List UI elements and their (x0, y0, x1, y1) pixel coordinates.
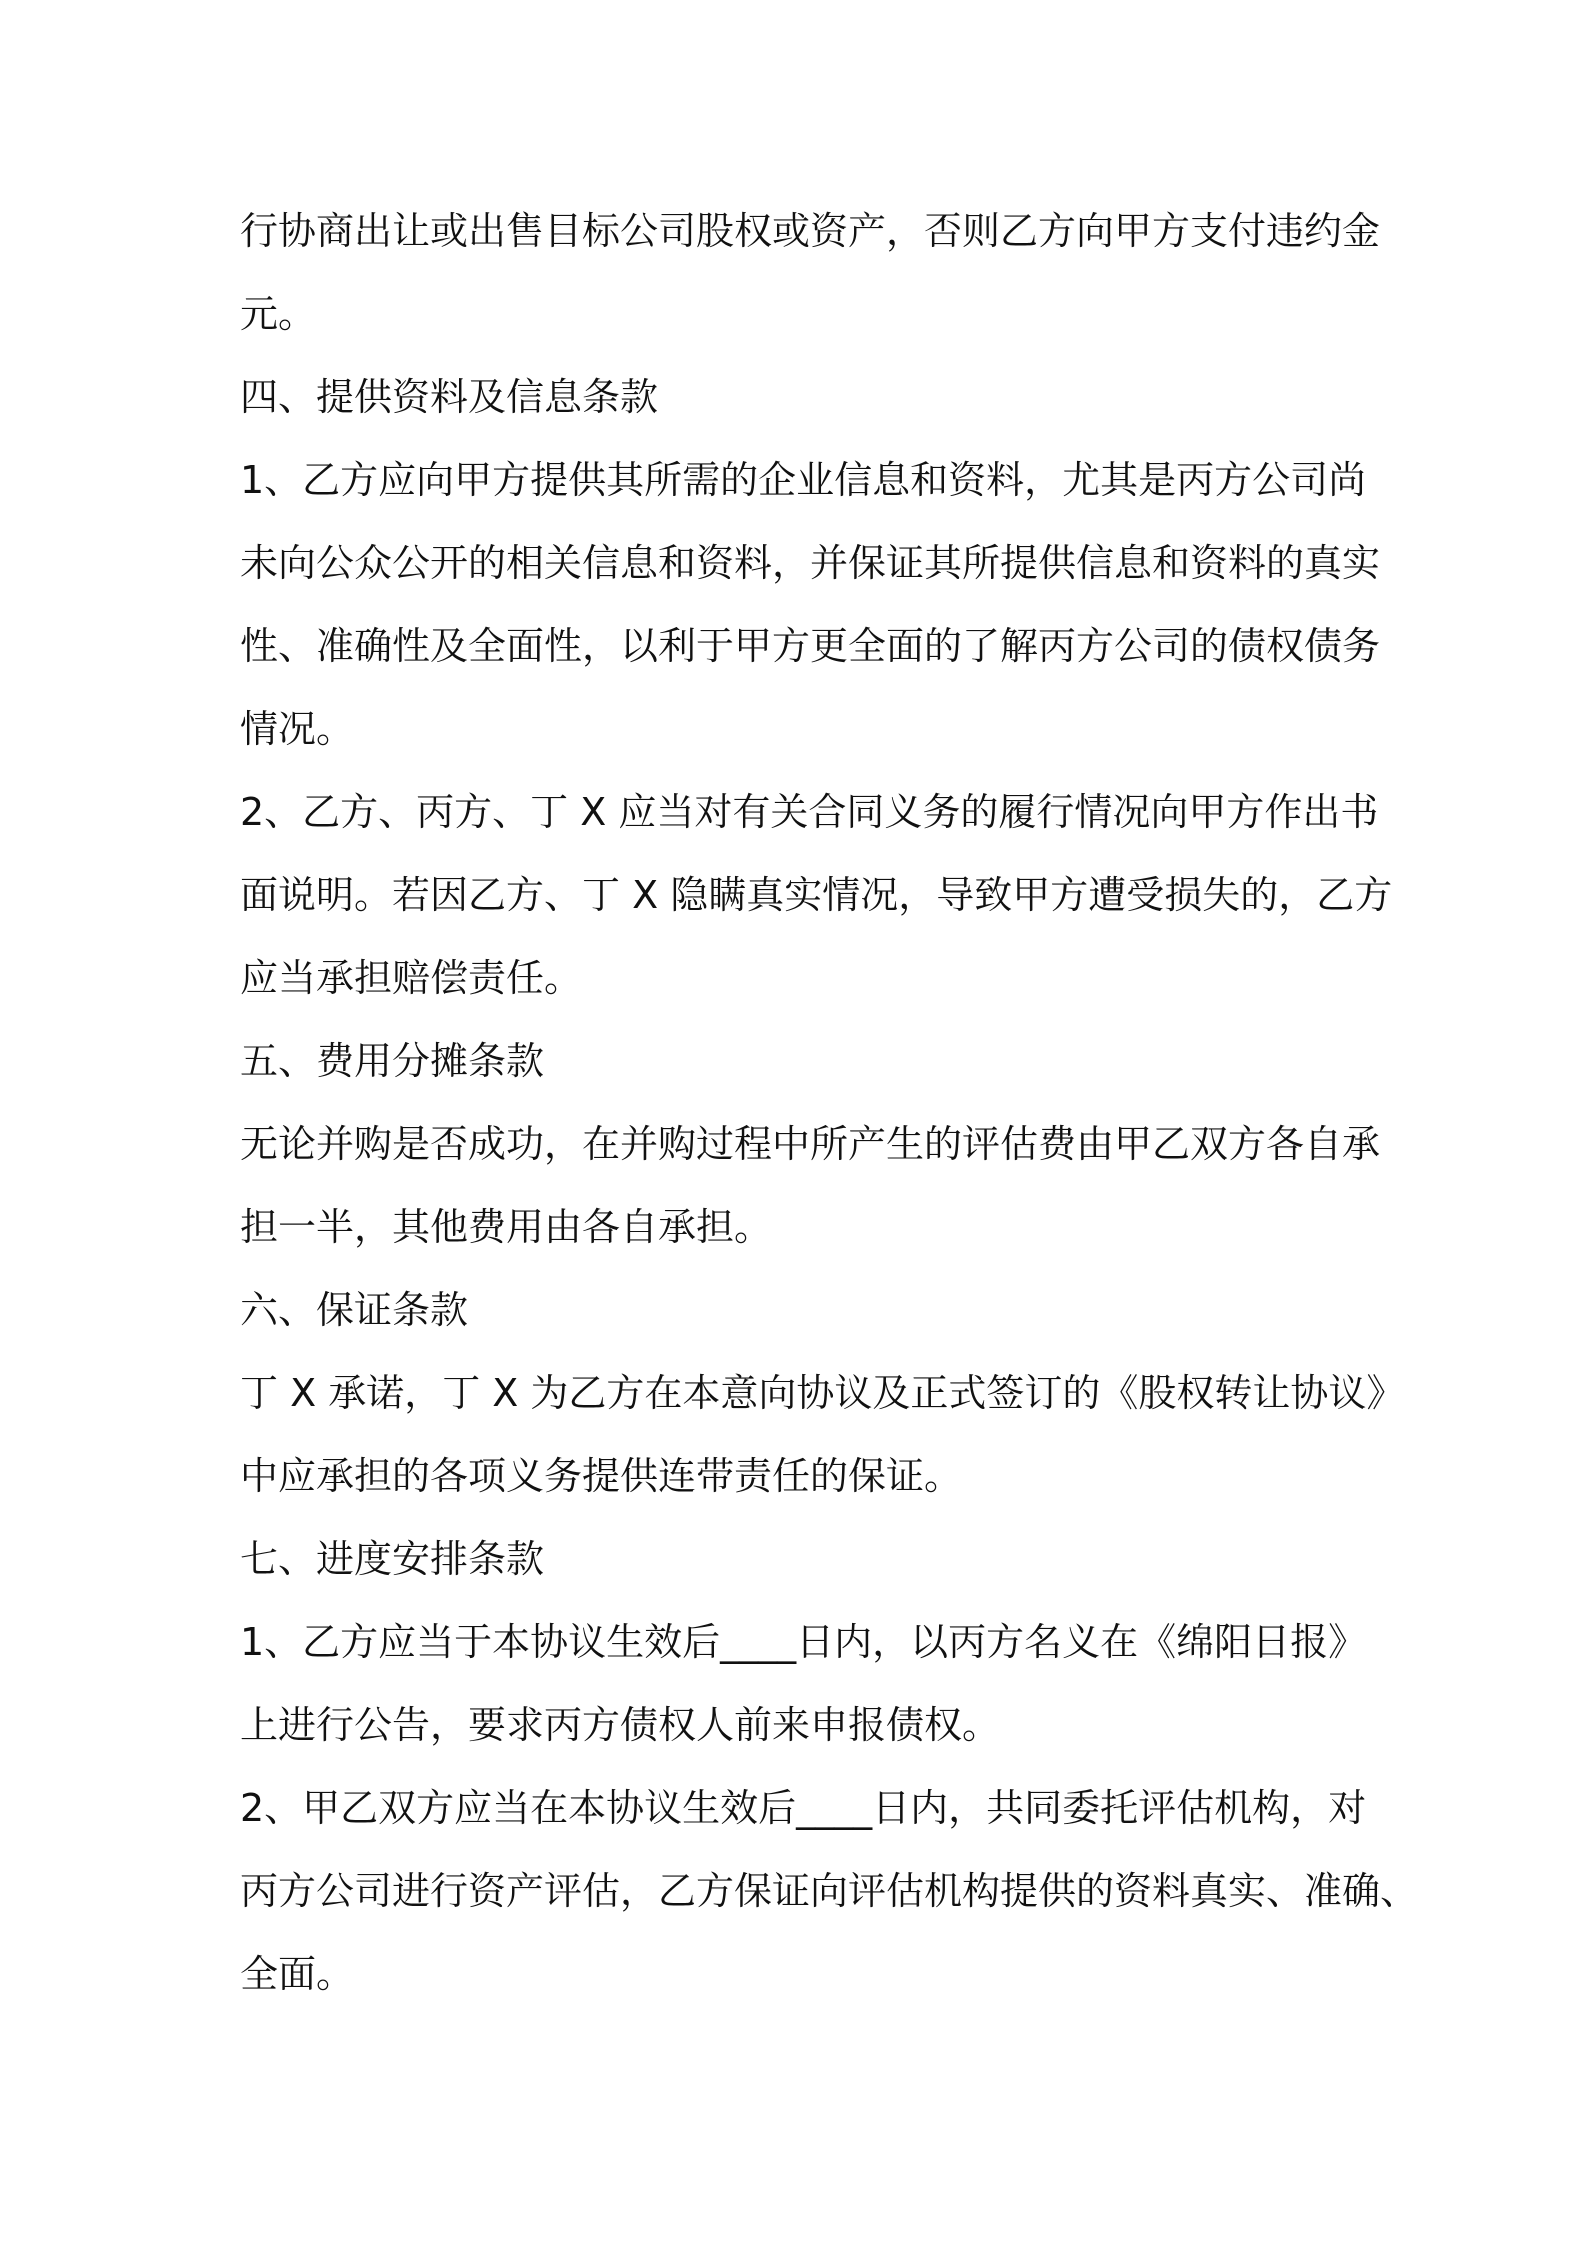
section-heading-schedule (240, 1518, 1360, 1601)
section-heading: 四、提供资料及信息条款 (240, 375, 659, 419)
text-line: 行协商出让或出售目标公司股权或资产，否则乙方向甲方支付违约金 (240, 209, 1381, 253)
section-heading-info (240, 356, 1360, 439)
paragraph-info-1 (240, 439, 1381, 771)
text-line: 无论并购是否成功，在并购过程中所产生的评估费由甲乙双方各自承 (240, 1122, 1381, 1166)
paragraph-breach-penalty (240, 190, 1381, 356)
text-line: 性、准确性及全面性，以利于甲方更全面的了解丙方公司的债权债务 (240, 624, 1381, 668)
section-heading: 六、保证条款 (240, 1288, 469, 1332)
text-line: 1、乙方应向甲方提供其所需的企业信息和资料，尤其是丙方公司尚 (240, 458, 1367, 502)
text-line: 丁 X 承诺，丁 X 为乙方在本意向协议及正式签订的《股权转让协议》 (240, 1371, 1405, 1415)
paragraph-schedule-2 (240, 1767, 1419, 2016)
paragraph-costs (240, 1103, 1381, 1269)
text-line: 1、乙方应当于本协议生效后____日内，以丙方名义在《绵阳日报》 (240, 1620, 1367, 1664)
paragraph-info-2 (240, 771, 1393, 1020)
text-line: 2、甲乙双方应当在本协议生效后____日内，共同委托评估机构，对 (240, 1786, 1367, 1830)
paragraph-schedule-1 (240, 1601, 1367, 1767)
text-line: 中应承担的各项义务提供连带责任的保证。 (240, 1454, 963, 1498)
text-line: 担一半，其他费用由各自承担。 (240, 1205, 773, 1249)
section-heading: 五、费用分摊条款 (240, 1039, 545, 1083)
text-line: 应当承担赔偿责任。 (240, 956, 583, 1000)
section-heading-costs (240, 1020, 1360, 1103)
document-body (240, 190, 1419, 2016)
text-line: 全面。 (240, 1952, 355, 1996)
text-line: 2、乙方、丙方、丁 X 应当对有关合同义务的履行情况向甲方作出书 (240, 790, 1379, 834)
text-line: 面说明。若因乙方、丁 X 隐瞒真实情况，导致甲方遭受损失的，乙方 (240, 873, 1393, 917)
paragraph-guarantee (240, 1352, 1405, 1518)
section-heading-guarantee (240, 1269, 1360, 1352)
section-heading: 七、进度安排条款 (240, 1537, 545, 1581)
text-line: 元。 (240, 292, 317, 336)
text-line: 情况。 (240, 707, 355, 751)
text-line: 丙方公司进行资产评估，乙方保证向评估机构提供的资料真实、准确、 (240, 1869, 1419, 1913)
text-line: 未向公众公开的相关信息和资料，并保证其所提供信息和资料的真实 (240, 541, 1381, 585)
text-line: 上进行公告，要求丙方债权人前来申报债权。 (240, 1703, 1001, 1747)
